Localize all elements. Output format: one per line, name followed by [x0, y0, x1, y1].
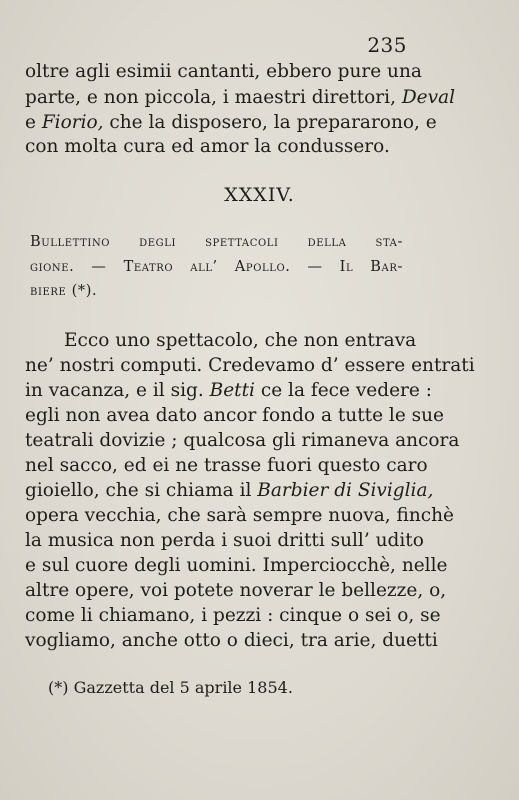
paragraph-line: con molta cura ed amor la condussero.: [25, 136, 390, 157]
body-line: la musica non perda i suoi dritti sull’ udito: [25, 530, 424, 551]
section-title-line: gione. — Teatro all’ Apollo. — Il Bar-: [30, 259, 403, 275]
body-line: e sul cuore degli uomini. Imperciocchè, nelle: [25, 555, 448, 576]
paragraph-line: oltre agli esimii cantanti, ebbero pure una: [25, 61, 422, 82]
body-line: vogliamo, anche otto o dieci, tra arie, duetti: [25, 630, 438, 651]
body-line: nel sacco, ed ei ne trasse fuori questo caro: [25, 455, 428, 476]
paragraph-line: [25, 111, 437, 135]
text-span: parte, e non piccola, i maestri direttori,: [25, 87, 396, 108]
body-line: [25, 479, 434, 503]
opera-title: Barbier di Siviglia,: [257, 480, 434, 501]
person-name: Deval: [401, 87, 456, 108]
footnote: (*) Gazzetta del 5 aprile 1854.: [48, 678, 293, 697]
body-line: altre opere, voi potete noverar le bellezze, o,: [25, 580, 447, 601]
body-line: [25, 379, 432, 403]
text-span: che la disposero, la prepararono, e: [109, 112, 437, 133]
section-heading: XXXIV.: [224, 184, 295, 206]
body-line: egli non avea dato ancor fondo a tutte le sue: [25, 405, 445, 426]
body-line: Ecco uno spettacolo, che non entrava: [64, 330, 417, 351]
text-span: gioiello, che si chiama il: [25, 480, 252, 501]
text-span: ce la fece vedere :: [260, 380, 432, 401]
text-span: in vacanza, e il sig.: [25, 380, 204, 401]
body-line: come li chiamano, i pezzi : cinque o sei o, se: [25, 605, 441, 626]
section-title-line: biere (*).: [30, 283, 98, 299]
page-number: 235: [367, 33, 407, 57]
body-line: teatrali dovizie ; qualcosa gli rimaneva ancora: [25, 430, 460, 451]
person-name: Betti: [209, 380, 255, 401]
section-title-line: Bullettino degli spettacoli della sta-: [30, 234, 403, 250]
text-span: e: [25, 112, 36, 133]
body-line: ne’ nostri computi. Credevamo d’ essere entrati: [25, 355, 475, 376]
person-name: Fiorio,: [41, 112, 104, 133]
body-line: opera vecchia, che sarà sempre nuova, finchè: [25, 505, 454, 526]
paragraph-line: [25, 86, 456, 110]
